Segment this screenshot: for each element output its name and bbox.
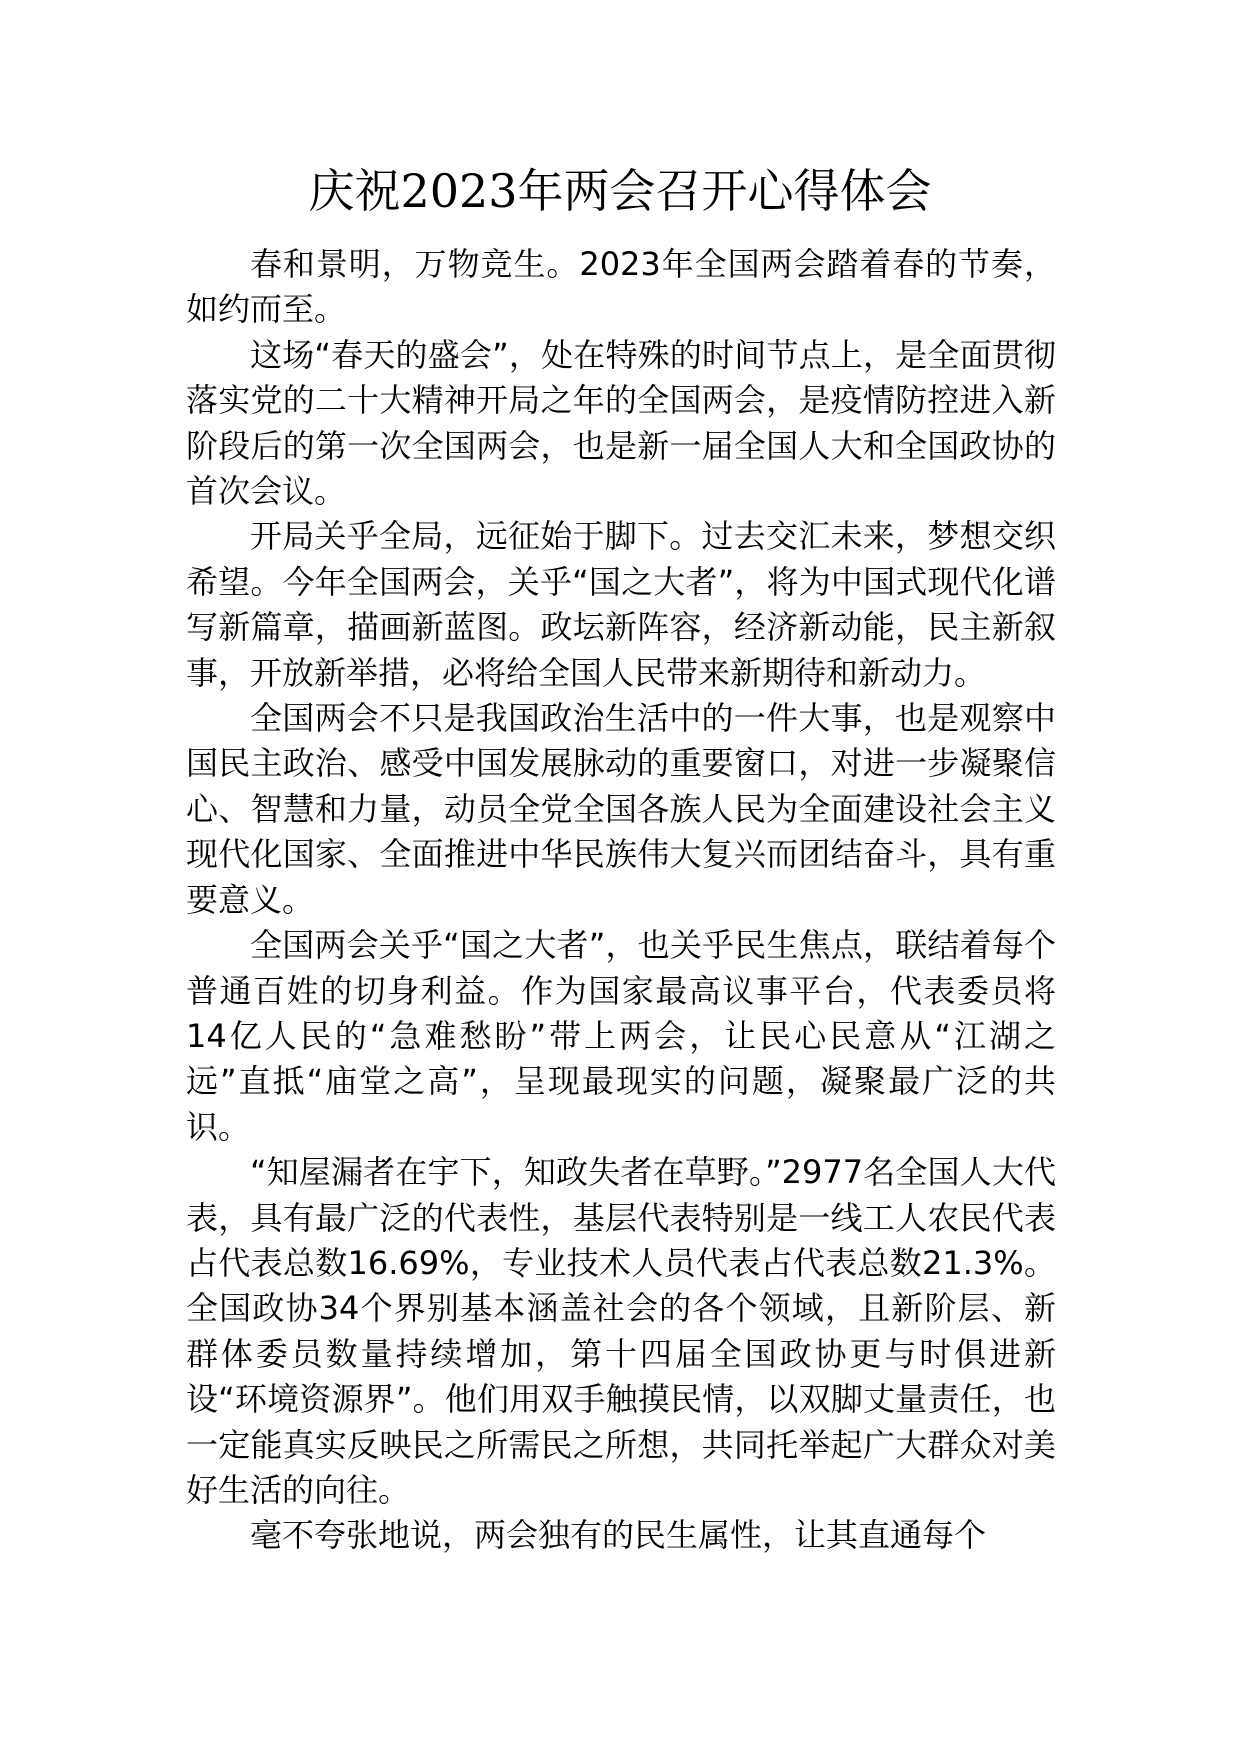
paragraph: 开局关乎全局，远征始于脚下。过去交汇未来，梦想交织希望。今年全国两会，关乎“国之大者”，将为中国式现代化谱写新篇章，描画新蓝图。政坛新阵容，经济新动能，民主新叙事，开放新举措，必将给全国人民带来新期待和新动力。 xyxy=(186,517,1056,692)
document-title: 庆祝2023年两会召开心得体会 xyxy=(308,164,932,218)
paragraph: 全国两会不只是我国政治生活中的一件大事，也是观察中国民主政治、感受中国发展脉动的重要窗口，对进一步凝聚信心、智慧和力量，动员全党全国各族人民为全面建设社会主义现代化国家、全面推进中华民族伟大复兴而团结奋斗，具有重要意义。 xyxy=(186,699,1056,919)
document-body xyxy=(186,242,1056,1559)
paragraph: 毫不夸张地说，两会独有的民生属性，让其直通每个 xyxy=(250,1516,987,1555)
paragraph: 这场“春天的盛会”，处在特殊的时间节点上，是全面贯彻落实党的二十大精神开局之年的全国两会，是疫情防控进入新阶段后的第一次全国两会，也是新一届全国人大和全国政协的首次会议。 xyxy=(186,335,1056,511)
paragraph: 春和景明，万物竞生。2023年全国两会踏着春的节奏，如约而至。 xyxy=(186,245,1056,329)
paragraph: “知屋漏者在宇下，知政失者在草野。”2977名全国人大代表，具有最广泛的代表性，基层代表特别是一线工人农民代表占代表总数16.69%，专业技术人员代表占代表总数21.3%。全国政协34个界别基本涵盖社会的各个领域，且新阶层、新群体委员数量持续增加，第十四届全国政协更与时俱进新设“环境资源界”。他们用双手触摸民情，以双脚丈量责任，也一定能真实反映民之所需民之所想，共同托举起广大群众对美好生活的向往。 xyxy=(186,1153,1056,1509)
paragraph: 全国两会关乎“国之大者”，也关乎民生焦点，联结着每个普通百姓的切身利益。作为国家最高议事平台，代表委员将14亿人民的“急难愁盼”带上两会，让民心民意从“江湖之远”直抵“庙堂之高”，呈现最现实的问题，凝聚最广泛的共识。 xyxy=(186,926,1056,1146)
